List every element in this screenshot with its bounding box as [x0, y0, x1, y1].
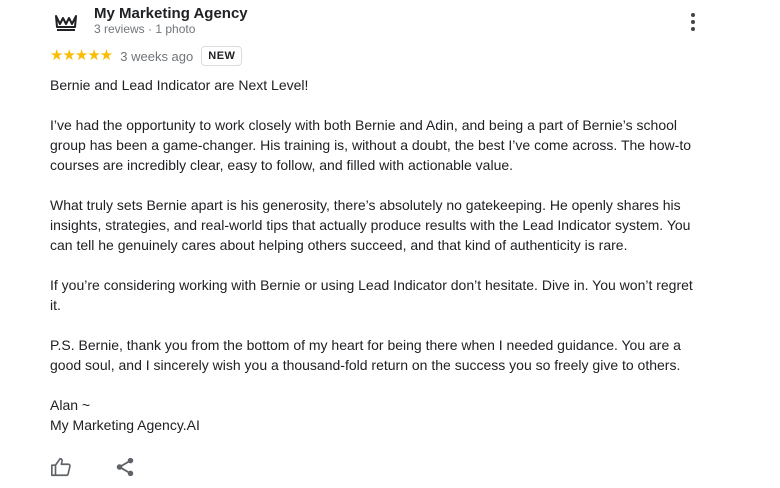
- review-time: 3 weeks ago: [120, 48, 194, 64]
- reviewer-name[interactable]: My Marketing Agency: [94, 5, 248, 22]
- star-rating: ★★★★★: [50, 47, 113, 64]
- thumbs-up-icon[interactable]: [50, 456, 72, 478]
- reviewer-meta: 3 reviews · 1 photo: [94, 22, 196, 36]
- new-badge: NEW: [201, 46, 242, 66]
- crown-logo-icon: [54, 12, 78, 32]
- review-signature: Alan ~ My Marketing Agency.AI: [50, 397, 200, 433]
- review-paragraph: If you’re considering working with Bernie or using Lead Indicator don’t hesitate. Dive in. You won’t regret it.: [50, 277, 693, 313]
- review-paragraph: Bernie and Lead Indicator are Next Level!: [50, 77, 309, 93]
- review-paragraph: I’ve had the opportunity to work closely with both Bernie and Adin, and being a part of Bernie’s school group has been a game-changer. His training is, without a doubt, the best I’ve come across. The how-to courses are incredibly clear, easy to follow, and filled with actionable value.: [50, 117, 691, 173]
- share-icon[interactable]: [114, 456, 136, 478]
- more-options-icon[interactable]: [682, 10, 704, 34]
- rating-row: [50, 46, 242, 66]
- review-paragraph: What truly sets Bernie apart is his generosity, there’s absolutely no gatekeeping. He openly shares his insights, strategies, and real-world tips that actually produce results with the Lead Indicator system. You can tell he genuinely cares about helping others succeed, and that kind of authenticity is rare.: [50, 197, 691, 253]
- review-text: [50, 75, 700, 455]
- review-paragraph: P.S. Bernie, thank you from the bottom of my heart for being there when I needed guidance. You are a good soul, and I sincerely wish you a thousand-fold return on the success you so freely give to others.: [50, 337, 681, 373]
